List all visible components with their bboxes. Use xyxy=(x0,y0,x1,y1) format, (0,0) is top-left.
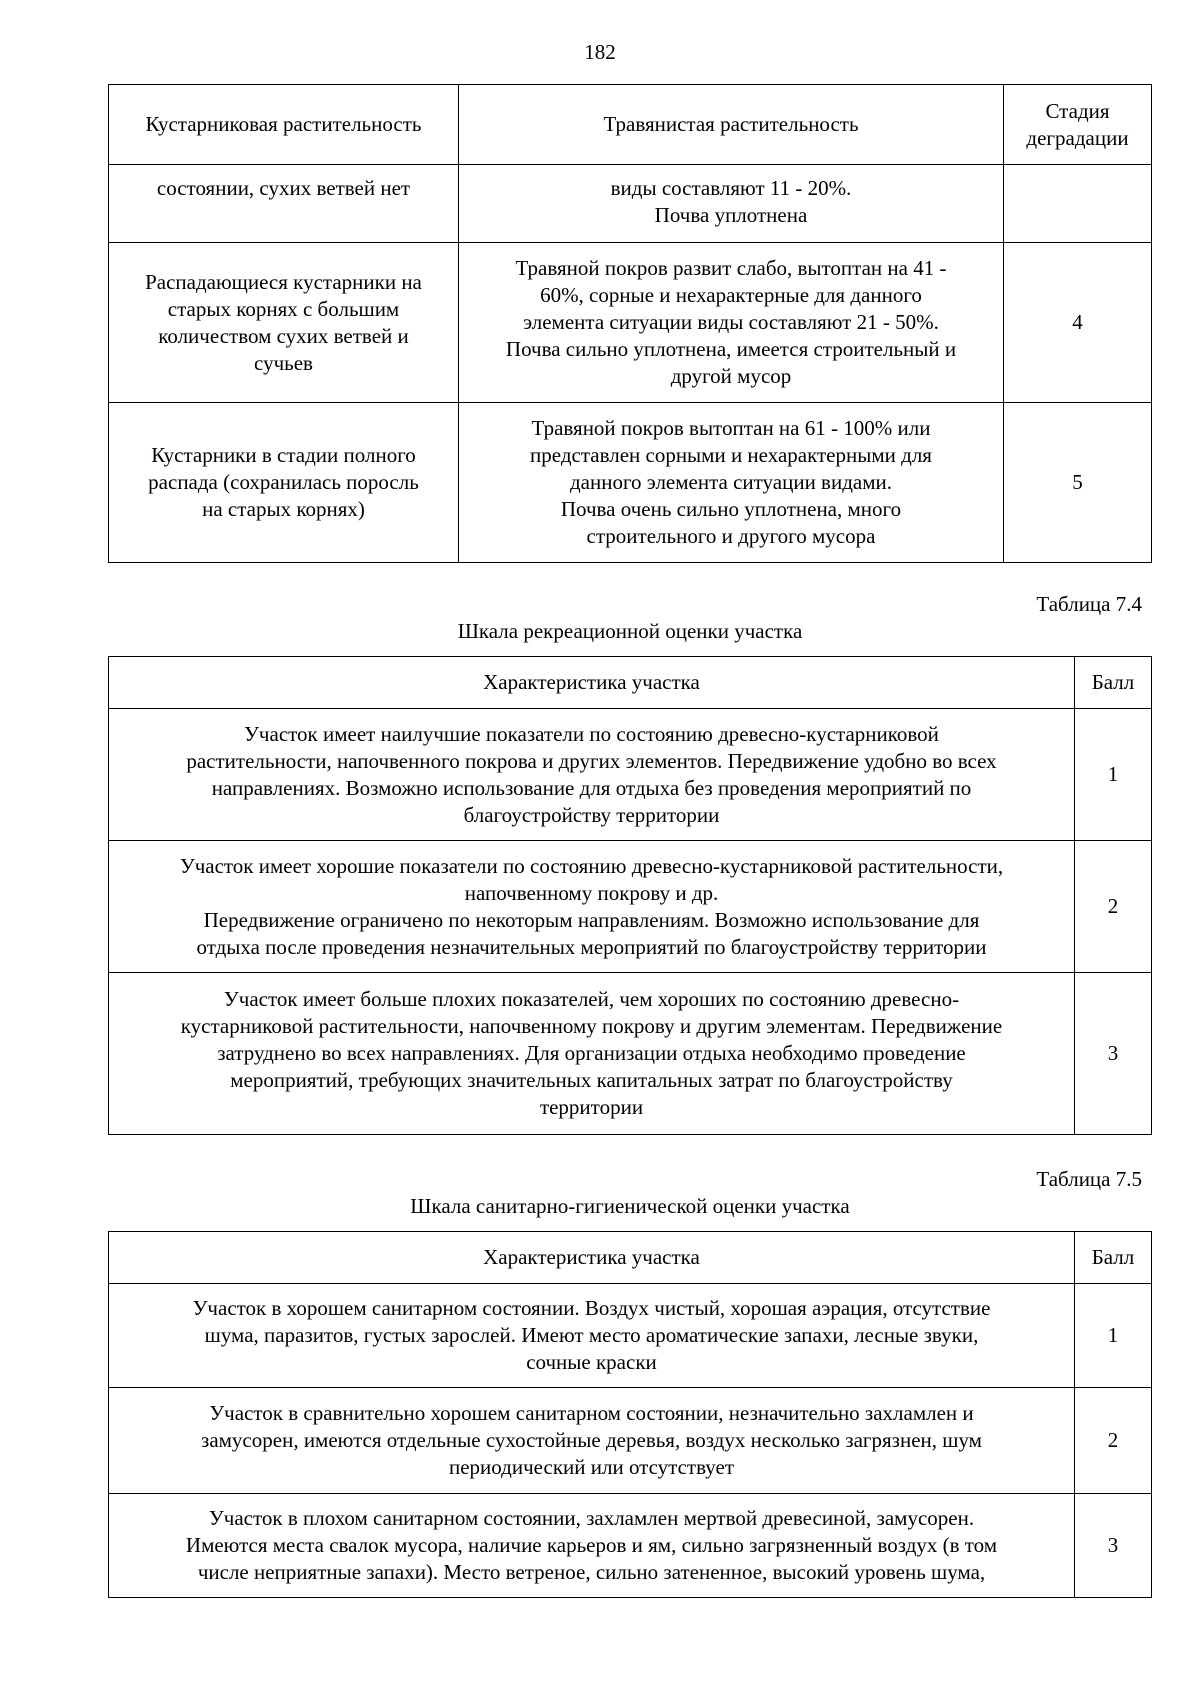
score-cell xyxy=(1075,709,1152,841)
cell-line: элемента ситуации виды составляют 21 - 50%. xyxy=(523,310,939,334)
cell-line: другой мусор xyxy=(670,364,792,388)
cell-line: благоустройству территории xyxy=(463,802,720,827)
table-7-5-caption: Шкала санитарно-гигиенической оценки участка xyxy=(410,1194,850,1218)
cell-line: строительного и другого мусора xyxy=(586,524,876,548)
cell-line: Участок имеет наилучшие показатели по состоянию древесно-кустарниковой xyxy=(244,721,939,746)
cell-line: Распадающиеся кустарники на xyxy=(145,269,422,294)
table-7-4-caption: Шкала рекреационной оценки участка xyxy=(457,619,803,643)
cell-line: Участок имеет хорошие показатели по состоянию древесно-кустарниковой растительности, xyxy=(179,853,1004,878)
stage-cell xyxy=(1004,403,1152,563)
cell-line: Участок в сравнительно хорошем санитарном состоянии, незначительно захламлен и xyxy=(209,1401,974,1425)
grass-cell xyxy=(459,165,1004,243)
score-cell xyxy=(1075,1494,1152,1598)
table-row xyxy=(109,973,1152,1135)
cell-line: на старых корнях) xyxy=(202,497,365,521)
score-value: 2 xyxy=(1107,894,1119,918)
score-value: 1 xyxy=(1107,1323,1119,1347)
cell-line: Почва уплотнена xyxy=(654,203,808,227)
cell-line: затруднено во всех направлениях. Для организации отдыха необходимо проведение xyxy=(217,1041,966,1065)
table-row xyxy=(109,1388,1152,1494)
score-cell xyxy=(1075,973,1152,1135)
stage-value: 5 xyxy=(1072,470,1083,494)
table-row xyxy=(109,165,1152,243)
header-shrub-label: Кустарниковая растительность xyxy=(145,112,422,136)
sanitary-score-table xyxy=(108,1231,1152,1598)
recreation-score-table xyxy=(108,656,1152,1135)
characteristic-cell xyxy=(109,841,1075,973)
table-row xyxy=(109,243,1152,403)
characteristic-cell xyxy=(109,709,1075,841)
cell-line: числе неприятные запахи). Место ветреное, сильно затененное, высокий уровень шума, xyxy=(197,1560,986,1584)
header-characteristic xyxy=(109,657,1075,709)
table-row xyxy=(109,709,1152,841)
cell-line: Травяной покров вытоптан на 61 - 100% или xyxy=(531,416,931,440)
header-score-label: Балл xyxy=(1091,1245,1135,1269)
cell-line: территории xyxy=(539,1095,644,1119)
cell-line: виды составляют 11 - 20%. xyxy=(610,176,852,200)
cell-line: сучьев xyxy=(254,350,313,375)
score-cell xyxy=(1075,841,1152,973)
cell-line: состоянии, сухих ветвей нет xyxy=(156,176,411,200)
shrub-cell xyxy=(109,243,459,403)
header-stage-line: Стадия xyxy=(1045,98,1110,123)
cell-line: отдыха после проведения незначительных мероприятий по благоустройству территории xyxy=(196,934,987,959)
cell-line: количеством сухих ветвей и xyxy=(158,323,409,348)
cell-line: периодический или отсутствует xyxy=(448,1455,735,1479)
header-shrub xyxy=(109,85,459,165)
header-stage xyxy=(1004,85,1152,165)
cell-line: Участок в плохом санитарном состоянии, захламлен мертвой древесиной, замусорен. xyxy=(208,1506,975,1530)
header-score xyxy=(1075,1232,1152,1284)
header-stage-line: деградации xyxy=(1026,125,1129,150)
cell-line: кустарниковой растительности, напочвенному покрову и другим элементам. Передвижение xyxy=(180,1014,1003,1038)
cell-line: направлениях. Возможно использование для отдыха без проведения мероприятий по xyxy=(211,775,972,800)
characteristic-cell xyxy=(109,1284,1075,1388)
table-row xyxy=(109,403,1152,563)
score-value: 2 xyxy=(1107,1428,1119,1452)
stage-cell xyxy=(1004,243,1152,403)
cell-line: 60%, сорные и нехарактерные для данного xyxy=(540,283,922,307)
shrub-cell xyxy=(109,165,459,243)
score-value: 3 xyxy=(1107,1041,1119,1065)
table-row xyxy=(109,1494,1152,1598)
header-grass-label: Травянистая растительность xyxy=(603,112,859,136)
cell-line: Имеются места свалок мусора, наличие карьеров и ям, сильно загрязненный воздух (в том xyxy=(185,1533,998,1557)
cell-line: Почва очень сильно уплотнена, много xyxy=(560,497,902,521)
characteristic-cell xyxy=(109,1494,1075,1598)
shrub-cell xyxy=(109,403,459,563)
stage-value: 4 xyxy=(1072,310,1083,334)
table-header-row xyxy=(109,85,1152,165)
page-number: 182 xyxy=(584,40,616,64)
header-score-label: Балл xyxy=(1091,670,1135,694)
header-score xyxy=(1075,657,1152,709)
degradation-table-continued xyxy=(108,84,1152,563)
cell-line: растительности, напочвенного покрова и других элементов. Передвижение удобно во всех xyxy=(186,748,997,773)
table-7-5-label: Таблица 7.5 xyxy=(1036,1167,1142,1191)
cell-line: Кустарники в стадии полного xyxy=(151,443,416,467)
cell-line: представлен сорными и нехарактерными для xyxy=(530,443,932,467)
cell-line: данного элемента ситуации видами. xyxy=(569,470,892,494)
header-characteristic-label: Характеристика участка xyxy=(483,670,700,694)
cell-line: сочные краски xyxy=(526,1350,657,1374)
table-header-row xyxy=(109,657,1152,709)
characteristic-cell xyxy=(109,1388,1075,1494)
cell-line: распада (сохранилась поросль xyxy=(148,470,419,494)
cell-line: Почва сильно уплотнена, имеется строительный и xyxy=(505,337,957,361)
cell-line: напочвенному покрову и др. xyxy=(464,880,719,905)
table-row xyxy=(109,841,1152,973)
table-row xyxy=(109,1284,1152,1388)
cell-line: старых корнях с большим xyxy=(167,296,400,321)
grass-cell xyxy=(459,403,1004,563)
stage-cell xyxy=(1004,165,1152,243)
score-value: 3 xyxy=(1107,1533,1119,1557)
score-value: 1 xyxy=(1107,762,1119,786)
cell-line: замусорен, имеются отдельные сухостойные деревья, воздух несколько загрязнен, шум xyxy=(201,1428,982,1452)
cell-line: Травяной покров развит слабо, вытоптан на 41 - xyxy=(515,256,947,280)
score-cell xyxy=(1075,1284,1152,1388)
characteristic-cell xyxy=(109,973,1075,1135)
cell-line: Участок в хорошем санитарном состоянии. Воздух чистый, хорошая аэрация, отсутствие xyxy=(192,1296,991,1320)
table-header-row xyxy=(109,1232,1152,1284)
cell-line: шума, паразитов, густых зарослей. Имеют место ароматические запахи, лесные звуки, xyxy=(204,1323,979,1347)
score-cell xyxy=(1075,1388,1152,1494)
header-characteristic xyxy=(109,1232,1075,1284)
header-characteristic-label: Характеристика участка xyxy=(483,1245,700,1269)
cell-line: Передвижение ограничено по некоторым направлениям. Возможно использование для xyxy=(203,907,980,932)
grass-cell xyxy=(459,243,1004,403)
table-7-4-label: Таблица 7.4 xyxy=(1036,592,1142,616)
cell-line: мероприятий, требующих значительных капитальных затрат по благоустройству xyxy=(230,1068,953,1092)
cell-line: Участок имеет больше плохих показателей, чем хороших по состоянию древесно- xyxy=(223,987,960,1011)
header-grass xyxy=(459,85,1004,165)
